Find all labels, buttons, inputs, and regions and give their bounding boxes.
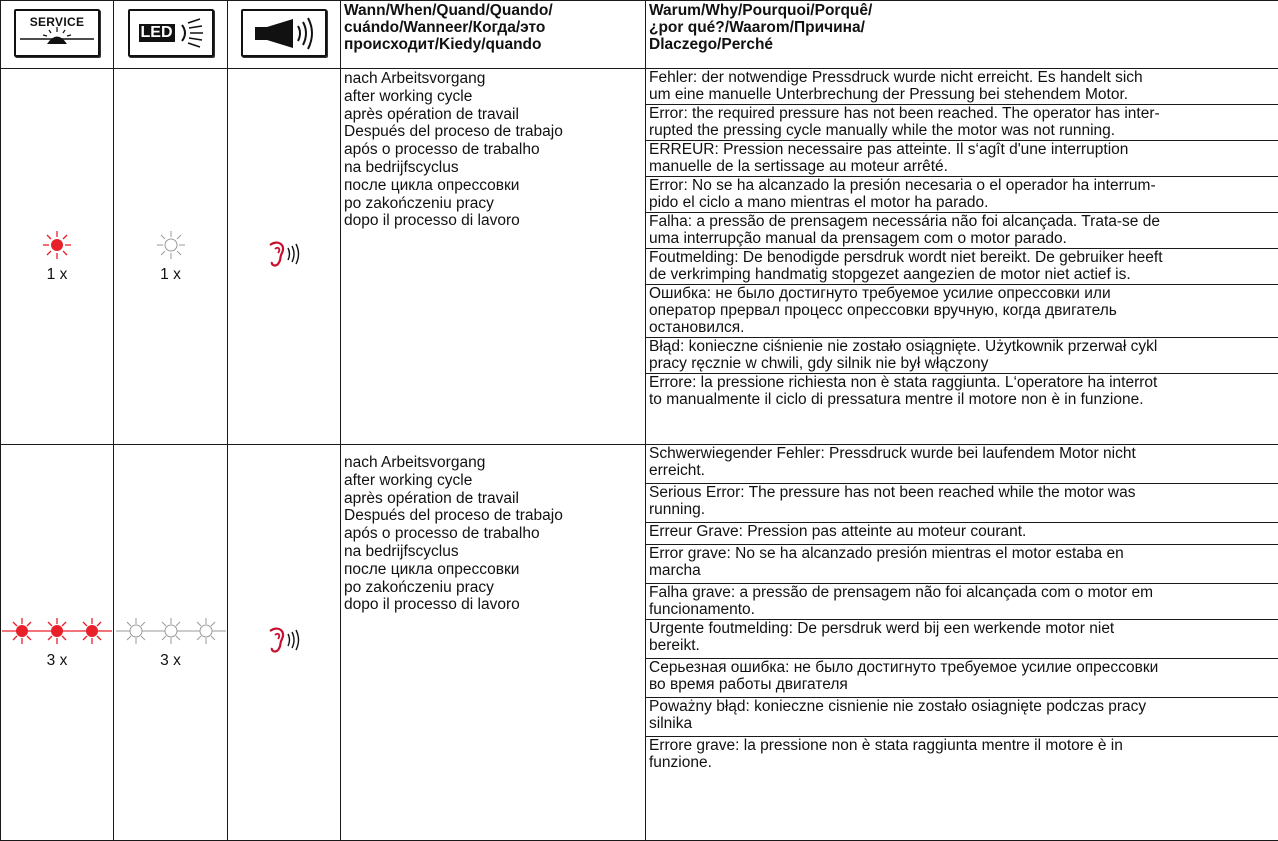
led-led-cell — [114, 445, 228, 841]
when-line: na bedrijfscyclus — [344, 159, 642, 177]
why-cell — [646, 69, 1278, 445]
why-line: остановился. — [649, 319, 1275, 336]
why-line: manuelle de la sertissage au moteur arrêté. — [649, 158, 1275, 175]
why-cell — [646, 445, 1278, 841]
when-header — [341, 1, 646, 69]
why-line: Errore grave: la pressione non è stata raggiunta mentre il motore è in — [649, 737, 1275, 754]
why-line: Błąd: konieczne ciśnienie nie zostało osiągnięte. Użytkownik przerwał cykl — [649, 338, 1275, 355]
why-line: Серьезная ошибка: не было достигнуто требуемое усилие опрессовки — [649, 659, 1275, 676]
why-entry-pt — [646, 213, 1278, 249]
why-line: Schwerwiegender Fehler: Pressdruck wurde bei laufendem Motor nicht — [649, 445, 1275, 462]
why-line: Error grave: No se ha alcanzado presión mientras el motor estaba en — [649, 545, 1275, 562]
when-title-line: cuándo/Wanneer/Когда/это — [344, 19, 642, 36]
why-entry-ru — [646, 285, 1278, 338]
why-entry-nl — [646, 249, 1278, 285]
why-line: running. — [649, 501, 1275, 518]
why-entry-pl — [646, 338, 1278, 374]
when-line: po zakończeniu pracy — [344, 579, 642, 597]
when-line: após o processo de trabalho — [344, 525, 642, 543]
service-lamp-icon — [14, 9, 100, 57]
why-line: Error: the required pressure has not been reached. The operator has inter- — [649, 105, 1275, 122]
why-title-line: ¿por qué?/Waarom/Причина/ — [649, 19, 1275, 36]
why-entry-es — [646, 177, 1278, 213]
why-line: funzione. — [649, 754, 1275, 771]
why-line: to manualmente il ciclo di pressatura mentre il motore non è in funzione. — [649, 391, 1275, 408]
why-line: ERREUR: Pression necessaire pas atteinte. Il s‘agît d'une interruption — [649, 141, 1275, 158]
why-line: pido el ciclo a mano mientras el motor ha parado. — [649, 194, 1275, 211]
when-line: nach Arbeitsvorgang — [344, 454, 642, 472]
why-line: silnika — [649, 715, 1275, 732]
why-line: оператор прервал процесс опрессовки вручную, когда двигатель — [649, 302, 1275, 319]
led-led-cell — [114, 69, 228, 445]
why-entry-de — [646, 445, 1278, 484]
when-line: dopo il processo di lavoro — [344, 596, 642, 614]
when-line: после цикла опрессовки — [344, 561, 642, 579]
when-line: après opération de travail — [344, 490, 642, 508]
when-line: après opération de travail — [344, 106, 642, 124]
why-line: Urgente foutmelding: De persdruk werd bij een werkende motor niet — [649, 620, 1275, 637]
sound-cell — [228, 69, 341, 445]
service-blink-count: 1 x — [1, 266, 113, 284]
when-line: after working cycle — [344, 472, 642, 490]
when-line: na bedrijfscyclus — [344, 543, 642, 561]
service-header — [1, 1, 114, 69]
when-line: po zakończeniu pracy — [344, 195, 642, 213]
why-entry-it — [646, 374, 1278, 409]
why-line: erreicht. — [649, 462, 1275, 479]
when-title-line: происходит/Kiedy/quando — [344, 36, 642, 53]
when-line: после цикла опрессовки — [344, 177, 642, 195]
sound-cell — [228, 445, 341, 841]
why-entry-en — [646, 484, 1278, 523]
led-label: LED — [139, 24, 175, 42]
grey-led-icon — [156, 230, 186, 260]
why-line: pracy ręcznie w chwili, gdy silnik nie był włączony — [649, 355, 1275, 372]
why-header — [646, 1, 1278, 69]
why-entry-de — [646, 69, 1278, 105]
why-line: во время работы двигателя — [649, 676, 1275, 693]
why-line: Error: No se ha alcanzado la presión necesaria o el operador ha interrum- — [649, 177, 1275, 194]
why-entry-en — [646, 105, 1278, 141]
red-led-icon — [42, 230, 72, 260]
why-entry-ru — [646, 659, 1278, 698]
led-blink-count: 1 x — [114, 266, 227, 284]
table-row — [1, 69, 1278, 445]
why-entry-fr — [646, 523, 1278, 545]
why-line: Falha grave: a pressão de prensagem não foi alcançada com o motor em — [649, 584, 1275, 601]
when-line: após o processo de trabalho — [344, 141, 642, 159]
service-led-cell — [1, 69, 114, 445]
ear-icon — [264, 625, 304, 655]
why-line: bereikt. — [649, 637, 1275, 654]
horn-icon — [241, 9, 327, 57]
why-line: um eine manuelle Unterbrechung der Pressung bei stehendem Motor. — [649, 86, 1275, 103]
why-line: Erreur Grave: Pression pas atteinte au moteur courant. — [649, 523, 1275, 540]
service-blink-count: 3 x — [1, 652, 113, 670]
why-line: funcionamento. — [649, 601, 1275, 618]
why-line: Ошибка: не было достигнуто требуемое усилие опрессовки или — [649, 285, 1275, 302]
when-cell — [341, 69, 646, 445]
when-line: dopo il processo di lavoro — [344, 212, 642, 230]
red-led-triple-icon — [2, 616, 112, 646]
when-line: Después del proceso de trabajo — [344, 507, 642, 525]
why-title-line: Dlaczego/Perché — [649, 36, 1275, 53]
grey-led-triple-icon — [116, 616, 226, 646]
why-line: Poważny błąd: konieczne cisnienie nie zostało osiagnięte podczas pracy — [649, 698, 1275, 715]
why-line: Serious Error: The pressure has not been reached while the motor was — [649, 484, 1275, 501]
why-entry-pt — [646, 584, 1278, 620]
why-entry-fr — [646, 141, 1278, 177]
why-line: de verkrimping handmatig stopgezet aangezien de motor niet actief is. — [649, 266, 1275, 283]
when-line: nach Arbeitsvorgang — [344, 70, 642, 88]
why-entry-pl — [646, 698, 1278, 737]
table-row — [1, 445, 1278, 841]
when-line: Después del proceso de trabajo — [344, 123, 642, 141]
when-cell — [341, 445, 646, 841]
when-title-line: Wann/When/Quand/Quando/ — [344, 2, 642, 19]
service-led-cell — [1, 445, 114, 841]
ear-icon — [264, 239, 304, 269]
why-title-line: Warum/Why/Pourquoi/Porquê/ — [649, 2, 1275, 19]
why-line: rupted the pressing cycle manually while the motor was not running. — [649, 122, 1275, 139]
service-label: SERVICE — [16, 14, 98, 31]
sound-header — [228, 1, 341, 69]
led-blink-count: 3 x — [114, 652, 227, 670]
why-line: Fehler: der notwendige Pressdruck wurde nicht erreicht. Es handelt sich — [649, 69, 1275, 86]
why-line: Errore: la pressione richiesta non è stata raggiunta. L‘operatore ha interrot — [649, 374, 1275, 391]
led-lamp-icon — [128, 9, 214, 57]
why-line: marcha — [649, 562, 1275, 579]
why-line: Foutmelding: De benodigde persdruk wordt niet bereikt. De gebruiker heeft — [649, 249, 1275, 266]
led-header — [114, 1, 228, 69]
why-line: Falha: a pressão de prensagem necessária não foi alcançada. Trata-se de — [649, 213, 1275, 230]
why-entry-nl — [646, 620, 1278, 659]
when-line: after working cycle — [344, 88, 642, 106]
why-entry-es — [646, 545, 1278, 584]
why-entry-it — [646, 737, 1278, 772]
header-row — [1, 1, 1278, 69]
why-line: uma interrupção manual da prensagem com o motor parado. — [649, 230, 1275, 247]
